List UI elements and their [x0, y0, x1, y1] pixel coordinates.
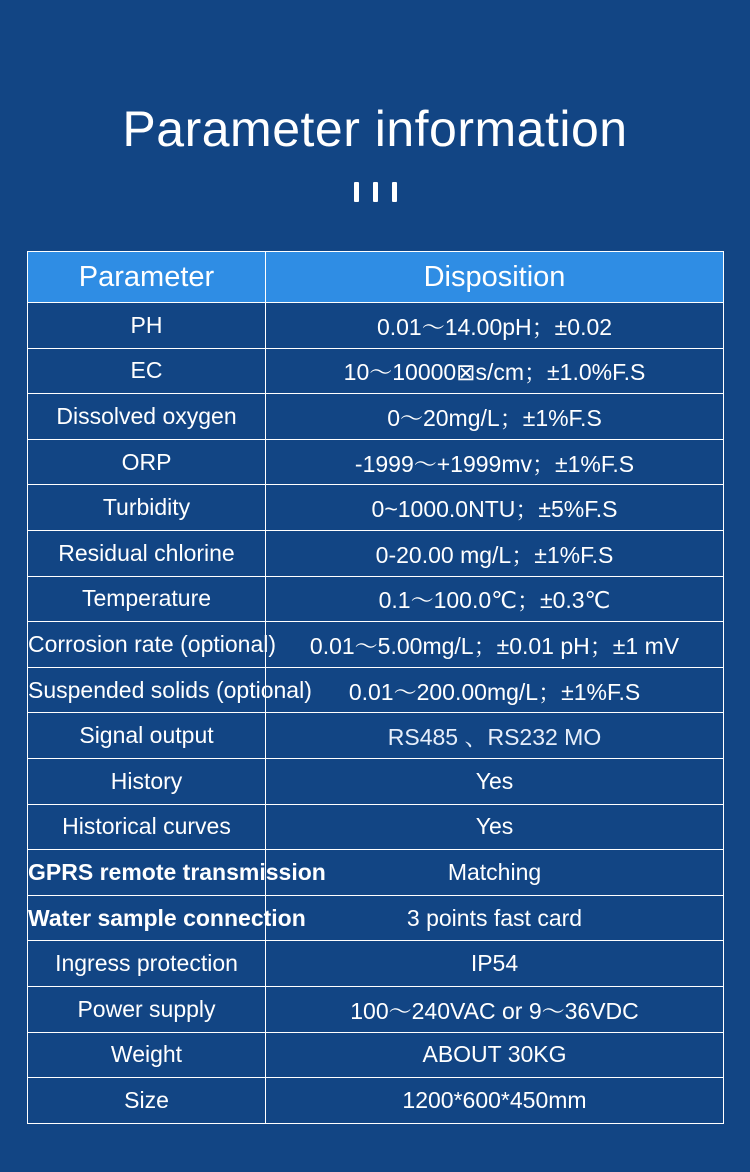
- disposition-cell: RS485 、RS232 MO: [266, 713, 724, 759]
- disposition-cell: Matching: [266, 850, 724, 896]
- disposition-cell: -1999～+1999mv；±1%F.S: [266, 439, 724, 485]
- parameter-cell: Suspended solids (optional): [28, 667, 266, 713]
- disposition-cell: Yes: [266, 804, 724, 850]
- parameter-cell: Dissolved oxygen: [28, 394, 266, 440]
- parameter-cell: Residual chlorine: [28, 530, 266, 576]
- parameter-cell: Signal output: [28, 713, 266, 759]
- table-row: [28, 986, 724, 1032]
- table-row: [28, 485, 724, 531]
- table-row: [28, 667, 724, 713]
- decorative-bars: [0, 182, 750, 202]
- parameter-cell: Size: [28, 1078, 266, 1124]
- disposition-cell: Yes: [266, 758, 724, 804]
- table-row: [28, 1032, 724, 1078]
- disposition-cell: 10～10000⊠s/cm；±1.0%F.S: [266, 348, 724, 394]
- parameter-cell: Historical curves: [28, 804, 266, 850]
- parameter-cell: Ingress protection: [28, 941, 266, 987]
- table-row: [28, 530, 724, 576]
- parameter-cell: Water sample connection: [28, 895, 266, 941]
- parameter-cell: Weight: [28, 1032, 266, 1078]
- disposition-cell: 1200*600*450mm: [266, 1078, 724, 1124]
- table-row: [28, 713, 724, 759]
- table-row: [28, 758, 724, 804]
- column-header-disposition: Disposition: [266, 252, 724, 303]
- disposition-cell: 0.01～200.00mg/L；±1%F.S: [266, 667, 724, 713]
- disposition-cell: 0~1000.0NTU；±5%F.S: [266, 485, 724, 531]
- parameter-cell: Power supply: [28, 986, 266, 1032]
- parameter-cell: EC: [28, 348, 266, 394]
- table-row: [28, 895, 724, 941]
- parameter-cell: History: [28, 758, 266, 804]
- table-row: [28, 850, 724, 896]
- parameter-cell: PH: [28, 303, 266, 349]
- disposition-cell: 0.01～14.00pH；±0.02: [266, 303, 724, 349]
- disposition-cell: IP54: [266, 941, 724, 987]
- table-row: [28, 941, 724, 987]
- table-row: [28, 1078, 724, 1124]
- decorative-bar: [354, 182, 359, 202]
- column-header-parameter: Parameter: [28, 252, 266, 303]
- parameter-cell: GPRS remote transmission: [28, 850, 266, 896]
- parameter-cell: Turbidity: [28, 485, 266, 531]
- parameter-cell: ORP: [28, 439, 266, 485]
- decorative-bar: [373, 182, 378, 202]
- parameter-cell: Corrosion rate (optional): [28, 622, 266, 668]
- table-row: [28, 622, 724, 668]
- decorative-bar: [392, 182, 397, 202]
- parameter-table: [27, 251, 724, 1124]
- table-row: [28, 303, 724, 349]
- table-row: [28, 439, 724, 485]
- table-row: [28, 804, 724, 850]
- parameter-cell: Temperature: [28, 576, 266, 622]
- disposition-cell: ABOUT 30KG: [266, 1032, 724, 1078]
- page-title: Parameter information: [122, 101, 628, 157]
- disposition-cell: 0-20.00 mg/L；±1%F.S: [266, 530, 724, 576]
- disposition-cell: 100～240VAC or 9～36VDC: [266, 986, 724, 1032]
- disposition-cell: 0～20mg/L；±1%F.S: [266, 394, 724, 440]
- table-header-row: [28, 252, 724, 303]
- disposition-cell: 3 points fast card: [266, 895, 724, 941]
- disposition-cell: 0.01～5.00mg/L；±0.01 pH；±1 mV: [266, 622, 724, 668]
- disposition-cell: 0.1～100.0℃；±0.3℃: [266, 576, 724, 622]
- table-row: [28, 576, 724, 622]
- table-row: [28, 394, 724, 440]
- table-row: [28, 348, 724, 394]
